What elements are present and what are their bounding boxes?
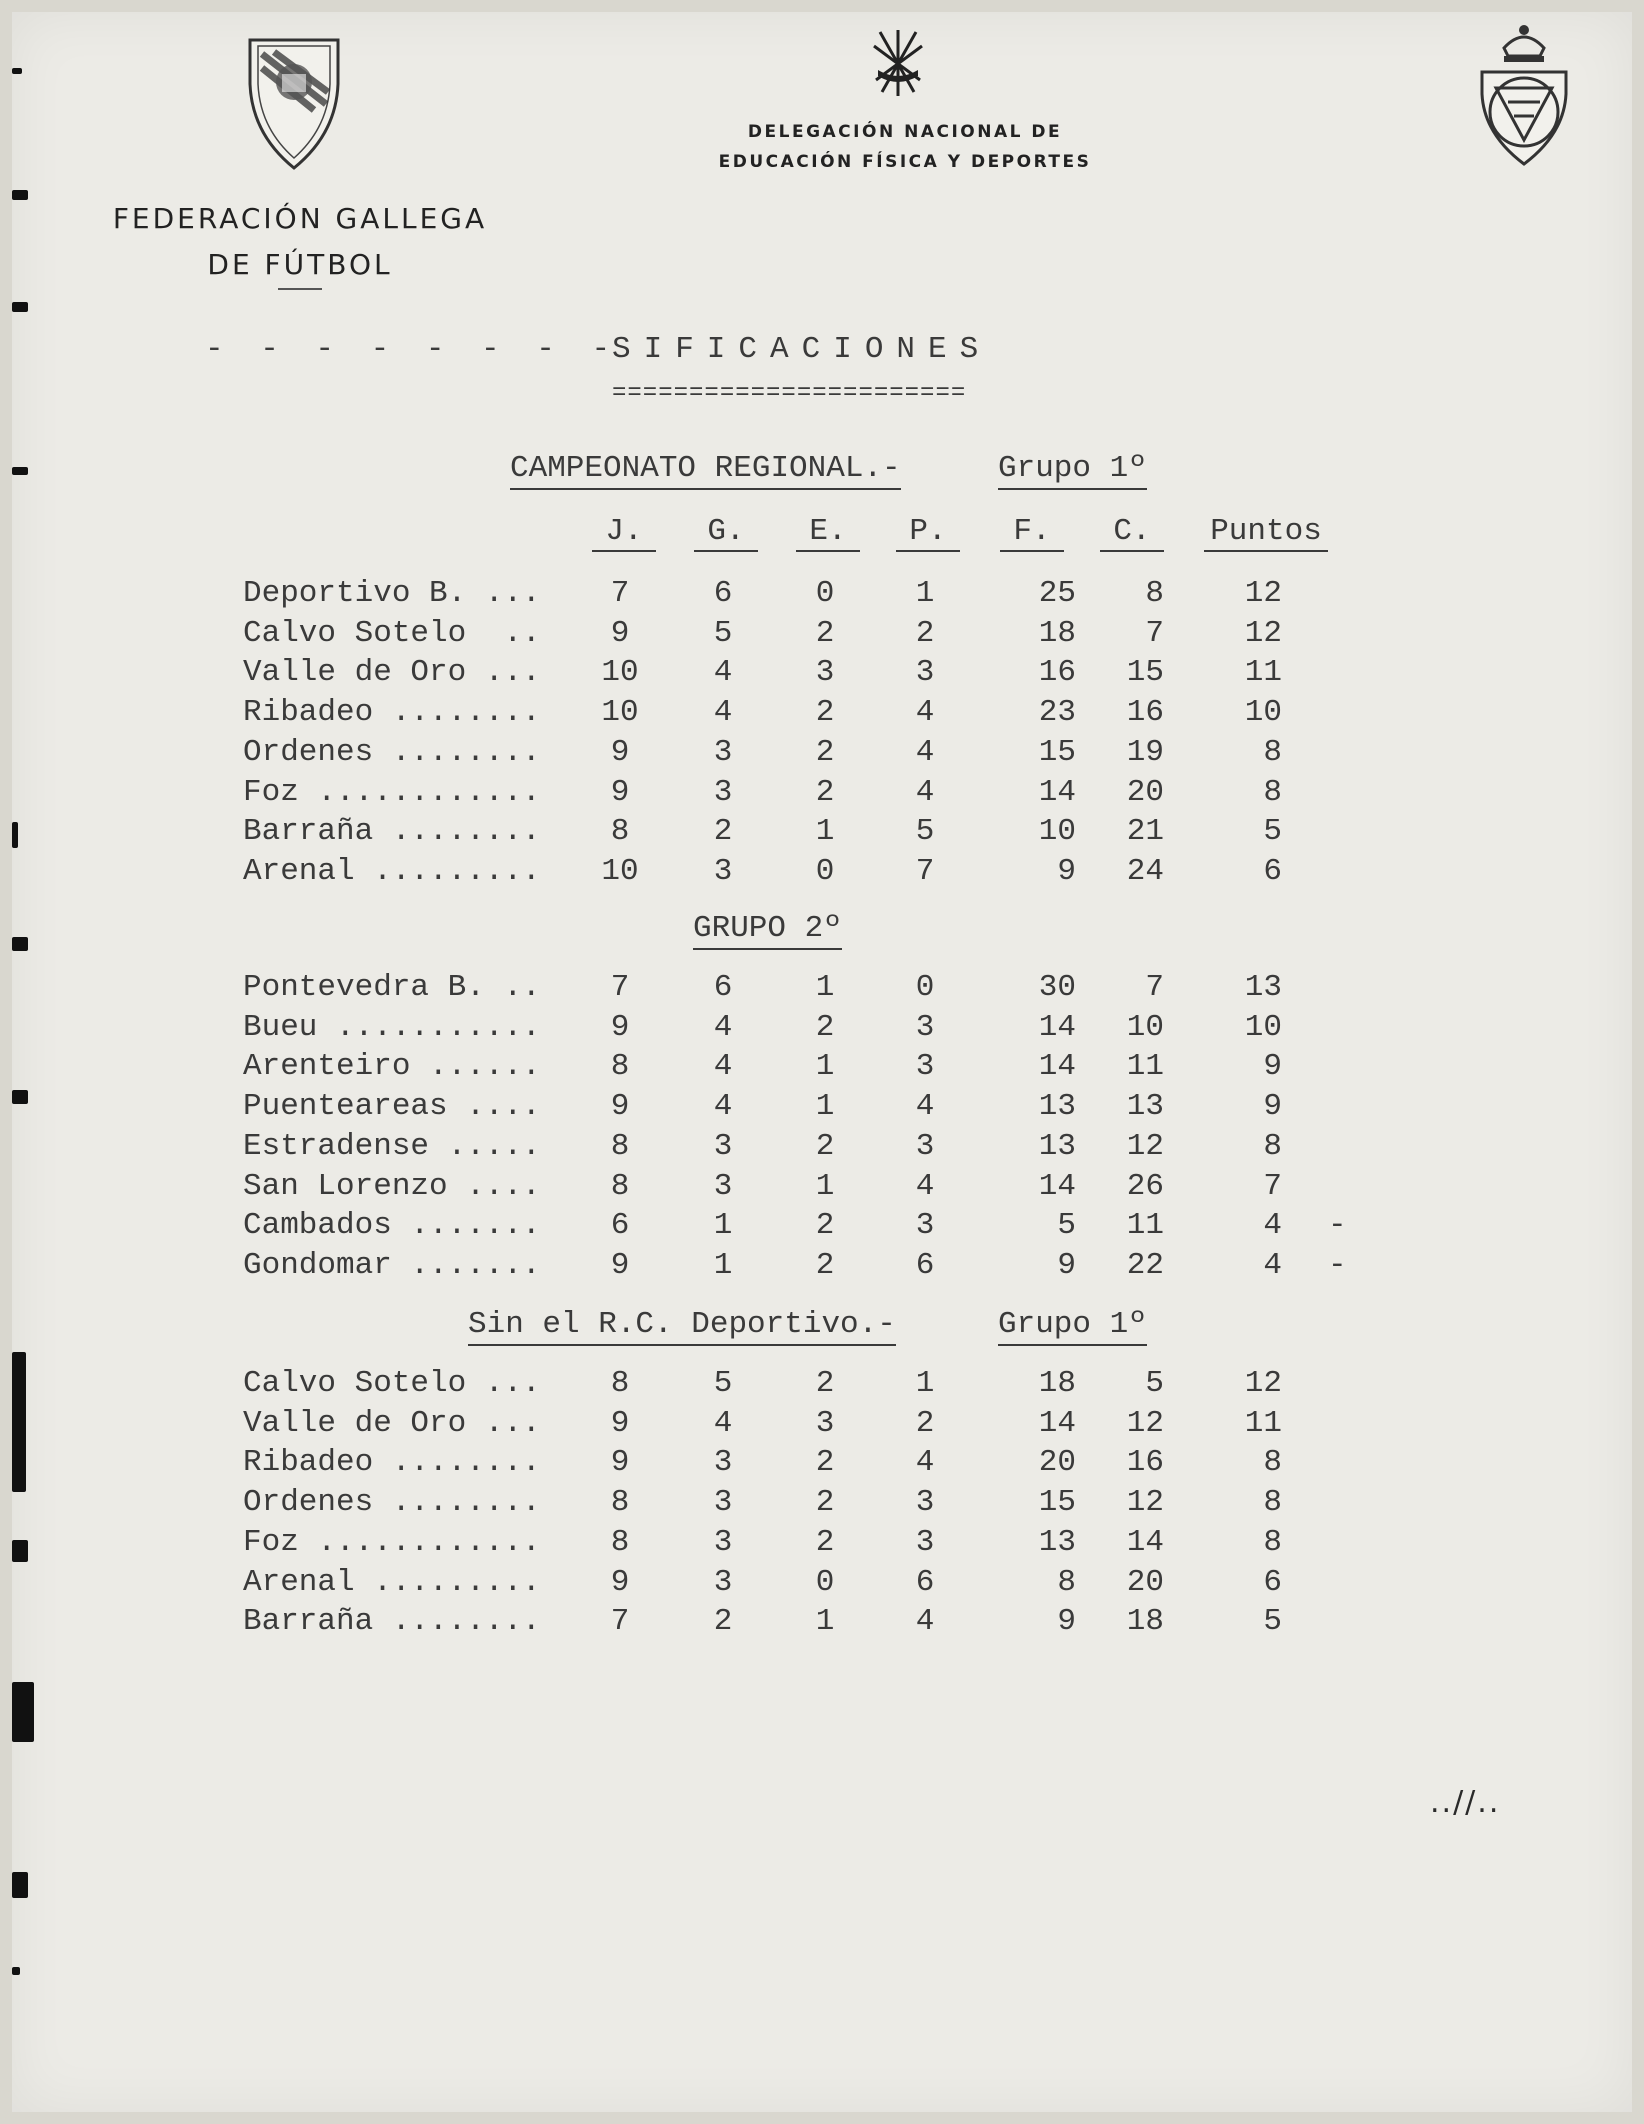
cell-e: 1 <box>815 970 835 1005</box>
federation-shield-logo <box>244 34 344 174</box>
cell-puntos: 6 <box>1263 1564 1282 1600</box>
cell-c: 10 <box>1126 1009 1164 1045</box>
cell-g: 3 <box>713 853 733 889</box>
cell-p: 4 <box>915 1168 935 1204</box>
federation-name-line1: FEDERACIÓN GALLEGA <box>112 202 488 235</box>
cell-j: 7 <box>610 576 630 611</box>
cell-g: 3 <box>713 1168 733 1204</box>
cell-f: 14 <box>1038 1049 1076 1085</box>
table-row <box>0 733 1400 773</box>
team-name: Ribadeo ........ <box>243 1445 541 1481</box>
cell-p: 3 <box>915 655 935 691</box>
cell-g: 4 <box>713 655 733 691</box>
cell-puntos: 5 <box>1263 1604 1282 1640</box>
cell-j: 7 <box>610 1604 630 1640</box>
cell-p: 4 <box>915 695 935 731</box>
cell-puntos: 4 <box>1263 1208 1282 1244</box>
cell-f: 14 <box>1038 774 1076 810</box>
team-name: Valle de Oro ... <box>243 655 541 691</box>
cell-f: 23 <box>1038 695 1076 731</box>
binder-hole <box>12 190 28 200</box>
cell-puntos: 8 <box>1263 1445 1282 1481</box>
table-row <box>0 1404 1400 1444</box>
cell-g: 3 <box>713 734 733 770</box>
cell-p: 1 <box>915 1366 935 1401</box>
table-row <box>0 812 1400 852</box>
cell-e: 2 <box>815 734 835 770</box>
page-title: SIFICACIONES <box>612 332 992 367</box>
delegation-name-line2: EDUCACIÓN FÍSICA Y DEPORTES <box>718 152 1092 172</box>
title-dashes: - - - - - - - - <box>205 332 620 367</box>
cell-c: 20 <box>1126 1564 1164 1600</box>
cell-e: 2 <box>815 1009 835 1045</box>
section2-group: GRUPO 2º <box>693 910 842 950</box>
cell-j: 7 <box>610 970 630 1005</box>
column-header-c: C. <box>1100 514 1164 552</box>
cell-puntos: 4 <box>1263 1247 1282 1283</box>
cell-puntos: 12 <box>1244 1366 1282 1401</box>
cell-j: 10 <box>601 853 639 889</box>
cell-j: 9 <box>610 1089 630 1125</box>
cell-p: 6 <box>915 1564 935 1600</box>
cell-puntos: 13 <box>1244 970 1282 1005</box>
cell-g: 3 <box>713 774 733 810</box>
cell-puntos: 5 <box>1263 814 1282 850</box>
cell-e: 1 <box>815 1604 835 1640</box>
team-name: Foz ............ <box>243 774 541 810</box>
cell-p: 4 <box>915 1445 935 1481</box>
cell-j: 9 <box>610 1009 630 1045</box>
binder-hole <box>12 1967 20 1975</box>
team-name: Ordenes ........ <box>243 1485 541 1521</box>
table-row <box>0 1167 1400 1207</box>
cell-e: 3 <box>815 655 835 691</box>
team-name: Arenal ......... <box>243 853 541 889</box>
cell-j: 8 <box>610 1366 630 1401</box>
cell-puntos: 12 <box>1244 615 1282 651</box>
table-row <box>0 1206 1400 1246</box>
cell-j: 9 <box>610 1247 630 1283</box>
cell-f: 15 <box>1038 1485 1076 1521</box>
cell-f: 15 <box>1038 734 1076 770</box>
cell-e: 2 <box>815 774 835 810</box>
cell-p: 3 <box>915 1485 935 1521</box>
cell-e: 1 <box>815 814 835 850</box>
table-row <box>0 968 1400 1008</box>
binder-hole <box>12 302 28 312</box>
cell-f: 25 <box>1038 576 1076 611</box>
cell-g: 5 <box>713 615 733 651</box>
cell-j: 9 <box>610 734 630 770</box>
cell-p: 4 <box>915 1089 935 1125</box>
cell-puntos: 6 <box>1263 853 1282 889</box>
cell-f: 18 <box>1038 1366 1076 1401</box>
cell-e: 2 <box>815 1128 835 1164</box>
team-name: Calvo Sotelo ... <box>243 1366 541 1401</box>
cell-j: 10 <box>601 655 639 691</box>
binder-hole <box>12 1872 28 1898</box>
team-name: Gondomar ....... <box>243 1247 541 1283</box>
cell-puntos: 9 <box>1263 1089 1282 1125</box>
cell-j: 8 <box>610 1128 630 1164</box>
cell-c: 24 <box>1126 853 1164 889</box>
cell-g: 2 <box>713 814 733 850</box>
cell-e: 1 <box>815 1089 835 1125</box>
table-row <box>0 614 1400 654</box>
cell-mark: - <box>1328 1208 1347 1244</box>
cell-g: 1 <box>713 1247 733 1283</box>
team-name: Valle de Oro ... <box>243 1405 541 1441</box>
cell-puntos: 8 <box>1263 1128 1282 1164</box>
cell-f: 9 <box>1057 1247 1076 1283</box>
column-header-f: F. <box>1000 514 1064 552</box>
table-row <box>0 1443 1400 1483</box>
table-row <box>0 1364 1400 1404</box>
team-name: Estradense ..... <box>243 1128 541 1164</box>
table-row <box>0 773 1400 813</box>
cell-j: 9 <box>610 1405 630 1441</box>
cell-p: 2 <box>915 1405 935 1441</box>
table-row <box>0 1602 1400 1642</box>
cell-c: 12 <box>1126 1485 1164 1521</box>
cell-e: 2 <box>815 695 835 731</box>
binder-hole <box>12 467 28 475</box>
cell-e: 3 <box>815 1405 835 1441</box>
section1-group: Grupo 1º <box>998 450 1147 490</box>
cell-e: 2 <box>815 1524 835 1560</box>
team-name: Deportivo B. ... <box>243 576 541 611</box>
cell-g: 2 <box>713 1604 733 1640</box>
federation-name <box>100 196 500 290</box>
cell-j: 9 <box>610 1564 630 1600</box>
cell-c: 8 <box>1145 576 1164 611</box>
team-name: Bueu ........... <box>243 1009 541 1045</box>
column-header-e: E. <box>796 514 860 552</box>
cell-f: 14 <box>1038 1168 1076 1204</box>
cell-e: 2 <box>815 1485 835 1521</box>
team-name: Puenteareas .... <box>243 1089 541 1125</box>
table-row <box>0 1246 1400 1286</box>
cell-c: 20 <box>1126 774 1164 810</box>
delegation-name-line1: DELEGACIÓN NACIONAL DE <box>747 122 1063 142</box>
table-row <box>0 574 1400 614</box>
yoke-and-arrows-emblem <box>868 26 928 104</box>
cell-p: 4 <box>915 774 935 810</box>
title-underline: ======================= <box>612 380 967 407</box>
cell-c: 19 <box>1126 734 1164 770</box>
team-name: San Lorenzo .... <box>243 1168 541 1204</box>
cell-p: 4 <box>915 734 935 770</box>
cell-j: 8 <box>610 1049 630 1085</box>
cell-f: 14 <box>1038 1405 1076 1441</box>
cell-p: 1 <box>915 576 935 611</box>
cell-g: 4 <box>713 1049 733 1085</box>
cell-e: 2 <box>815 615 835 651</box>
cell-f: 9 <box>1057 1604 1076 1640</box>
team-name: Arenal ......... <box>243 1564 541 1600</box>
federation-name-line2: DE FÚTBOL <box>207 248 393 281</box>
cell-puntos: 8 <box>1263 774 1282 810</box>
cell-c: 7 <box>1145 970 1164 1005</box>
cell-g: 4 <box>713 695 733 731</box>
cell-p: 2 <box>915 615 935 651</box>
column-header-j: J. <box>592 514 656 552</box>
cell-puntos: 11 <box>1244 655 1282 691</box>
cell-puntos: 10 <box>1244 1009 1282 1045</box>
cell-e: 0 <box>815 576 835 611</box>
cell-c: 14 <box>1126 1524 1164 1560</box>
cell-c: 5 <box>1145 1366 1164 1401</box>
cell-p: 3 <box>915 1128 935 1164</box>
cell-c: 13 <box>1126 1089 1164 1125</box>
cell-c: 11 <box>1126 1208 1164 1244</box>
cell-p: 6 <box>915 1247 935 1283</box>
cell-c: 21 <box>1126 814 1164 850</box>
cell-c: 26 <box>1126 1168 1164 1204</box>
cell-e: 0 <box>815 1564 835 1600</box>
cell-e: 2 <box>815 1366 835 1401</box>
cell-puntos: 11 <box>1244 1405 1282 1441</box>
cell-c: 15 <box>1126 655 1164 691</box>
royal-federation-crest <box>1474 20 1574 170</box>
cell-puntos: 10 <box>1244 695 1282 731</box>
cell-puntos: 8 <box>1263 1485 1282 1521</box>
team-name: Barraña ........ <box>243 814 541 850</box>
continuation-mark: ..//.. <box>1430 1785 1501 1820</box>
cell-c: 11 <box>1126 1049 1164 1085</box>
cell-c: 7 <box>1145 615 1164 651</box>
cell-f: 5 <box>1057 1208 1076 1244</box>
cell-p: 3 <box>915 1208 935 1244</box>
cell-puntos: 7 <box>1263 1168 1282 1204</box>
cell-j: 8 <box>610 1168 630 1204</box>
cell-f: 13 <box>1038 1089 1076 1125</box>
cell-j: 8 <box>610 814 630 850</box>
cell-c: 12 <box>1126 1405 1164 1441</box>
team-name: Calvo Sotelo .. <box>243 615 541 651</box>
cell-g: 4 <box>713 1089 733 1125</box>
cell-f: 14 <box>1038 1009 1076 1045</box>
cell-g: 3 <box>713 1564 733 1600</box>
cell-j: 9 <box>610 615 630 651</box>
cell-j: 8 <box>610 1524 630 1560</box>
cell-g: 3 <box>713 1524 733 1560</box>
table-row <box>0 1008 1400 1048</box>
cell-e: 0 <box>815 853 835 889</box>
cell-f: 13 <box>1038 1524 1076 1560</box>
cell-g: 4 <box>713 1405 733 1441</box>
binder-hole <box>12 68 22 74</box>
cell-p: 0 <box>915 970 935 1005</box>
table-row <box>0 653 1400 693</box>
cell-p: 4 <box>915 1604 935 1640</box>
cell-c: 22 <box>1126 1247 1164 1283</box>
cell-c: 18 <box>1126 1604 1164 1640</box>
cell-c: 12 <box>1126 1128 1164 1164</box>
cell-p: 3 <box>915 1524 935 1560</box>
cell-f: 10 <box>1038 814 1076 850</box>
binder-hole <box>12 1682 34 1742</box>
delegation-name <box>690 117 1120 177</box>
cell-j: 10 <box>601 695 639 731</box>
table-row <box>0 1087 1400 1127</box>
cell-p: 5 <box>915 814 935 850</box>
cell-puntos: 8 <box>1263 1524 1282 1560</box>
team-name: Barraña ........ <box>243 1604 541 1640</box>
cell-f: 16 <box>1038 655 1076 691</box>
table-row <box>0 1483 1400 1523</box>
cell-p: 7 <box>915 853 935 889</box>
cell-e: 1 <box>815 1168 835 1204</box>
cell-e: 2 <box>815 1445 835 1481</box>
cell-g: 1 <box>713 1208 733 1244</box>
cell-p: 3 <box>915 1049 935 1085</box>
cell-puntos: 8 <box>1263 734 1282 770</box>
cell-f: 18 <box>1038 615 1076 651</box>
cell-f: 9 <box>1057 853 1076 889</box>
team-name: Foz ............ <box>243 1524 541 1560</box>
binder-hole <box>12 937 28 951</box>
table-row <box>0 693 1400 733</box>
section3-label: Sin el R.C. Deportivo.- <box>468 1306 896 1346</box>
cell-f: 13 <box>1038 1128 1076 1164</box>
cell-j: 6 <box>610 1208 630 1244</box>
cell-j: 9 <box>610 774 630 810</box>
cell-g: 3 <box>713 1485 733 1521</box>
cell-j: 9 <box>610 1445 630 1481</box>
cell-f: 8 <box>1057 1564 1076 1600</box>
cell-mark: - <box>1328 1247 1347 1283</box>
cell-g: 5 <box>713 1366 733 1401</box>
cell-p: 3 <box>915 1009 935 1045</box>
column-header-puntos: Puntos <box>1204 514 1328 552</box>
cell-puntos: 12 <box>1244 576 1282 611</box>
cell-f: 30 <box>1038 970 1076 1005</box>
table-row <box>0 852 1400 892</box>
cell-f: 20 <box>1038 1445 1076 1481</box>
cell-g: 6 <box>713 576 733 611</box>
table-row <box>0 1047 1400 1087</box>
cell-g: 3 <box>713 1128 733 1164</box>
cell-e: 2 <box>815 1208 835 1244</box>
cell-e: 2 <box>815 1247 835 1283</box>
team-name: Ribadeo ........ <box>243 695 541 731</box>
table-row <box>0 1563 1400 1603</box>
cell-g: 6 <box>713 970 733 1005</box>
cell-g: 4 <box>713 1009 733 1045</box>
team-name: Arenteiro ...... <box>243 1049 541 1085</box>
cell-e: 1 <box>815 1049 835 1085</box>
cell-c: 16 <box>1126 695 1164 731</box>
cell-g: 3 <box>713 1445 733 1481</box>
section3-group: Grupo 1º <box>998 1306 1147 1346</box>
federation-name-rule <box>278 288 322 290</box>
team-name: Cambados ....... <box>243 1208 541 1244</box>
cell-j: 8 <box>610 1485 630 1521</box>
table-row <box>0 1523 1400 1563</box>
table-row <box>0 1127 1400 1167</box>
column-header-p: P. <box>896 514 960 552</box>
column-header-g: G. <box>694 514 758 552</box>
cell-c: 16 <box>1126 1445 1164 1481</box>
team-name: Pontevedra B. .. <box>243 970 541 1005</box>
team-name: Ordenes ........ <box>243 734 541 770</box>
section1-label: CAMPEONATO REGIONAL.- <box>510 450 901 490</box>
cell-puntos: 9 <box>1263 1049 1282 1085</box>
